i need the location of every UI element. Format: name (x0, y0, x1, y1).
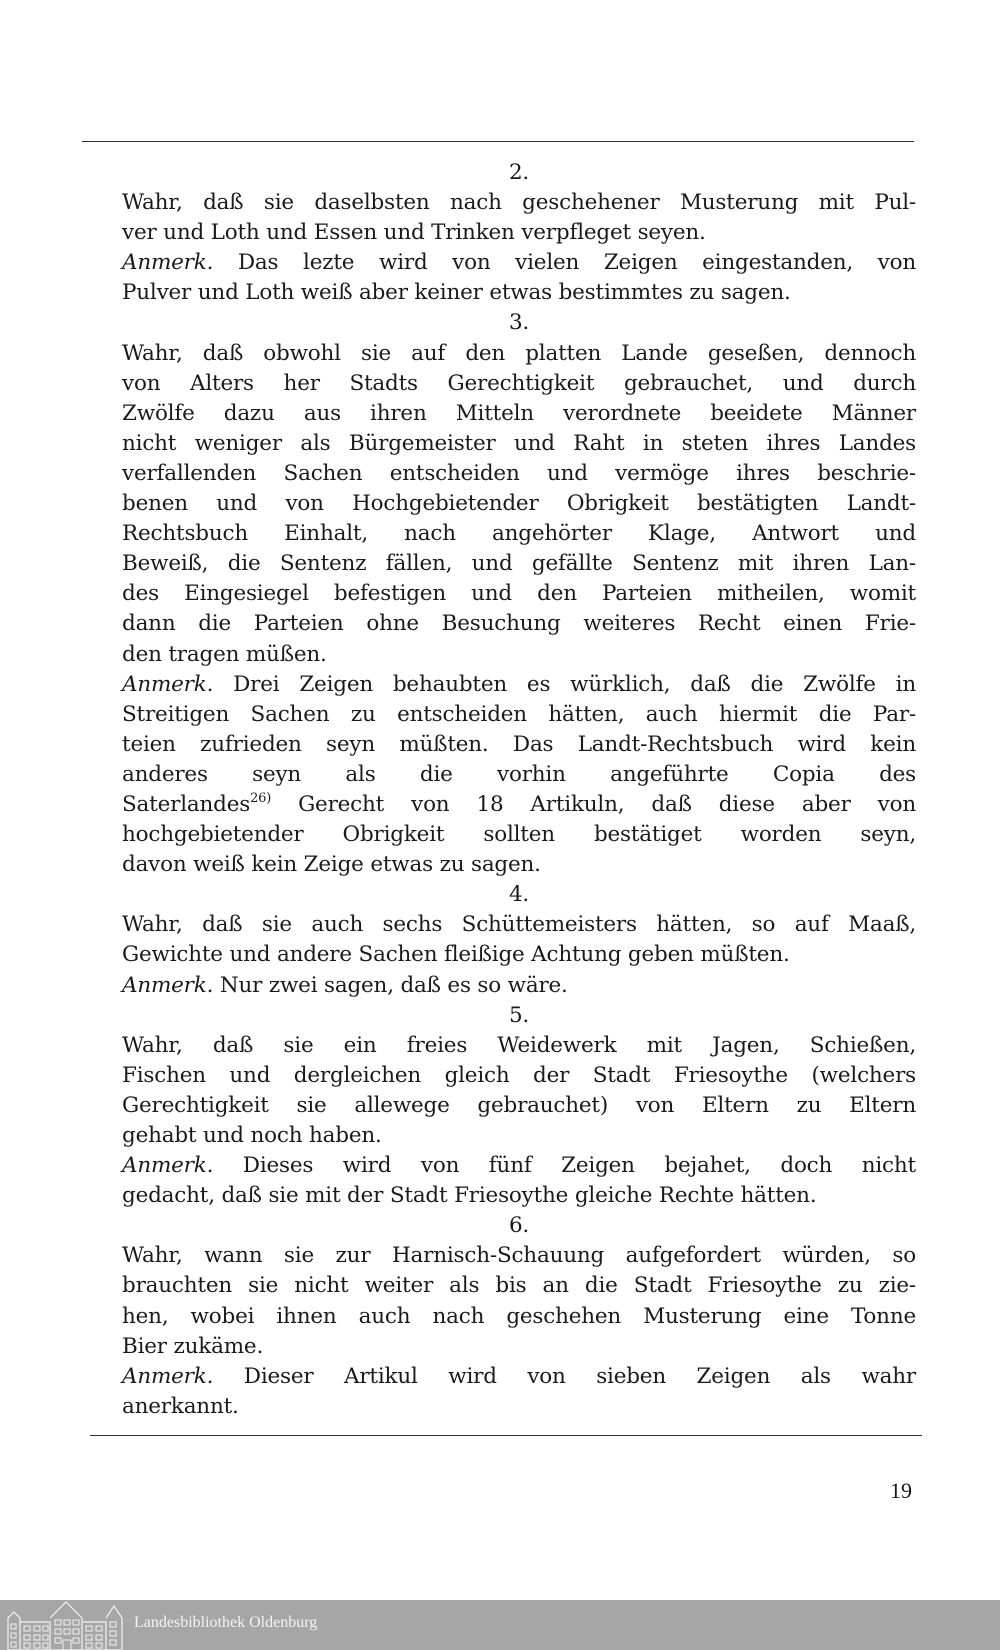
note-label: Anmerk. (122, 1153, 214, 1179)
note-line: davon weiß kein Zeige etwas zu sagen. (122, 852, 541, 878)
note-label: Anmerk. (122, 250, 214, 276)
text-line: verfallenden Sachen entscheiden und vermöge ihres beschrie- (122, 460, 916, 486)
note-line: Anmerk. Dieser Artikul wird von sieben Zeigen als wahr (122, 1363, 916, 1389)
note-line: gedacht, daß sie mit der Stadt Friesoythe gleiche Rechte hätten. (122, 1183, 817, 1209)
note-label: Anmerk. (122, 671, 214, 697)
article-4 (122, 880, 916, 1000)
note-line: Streitigen Sachen zu entscheiden hätten, auch hiermit die Par- (122, 701, 916, 727)
text-line: hen, wobei ihnen auch nach geschehen Musterung eine Tonne (122, 1303, 916, 1329)
note-line: hochgebietender Obrigkeit sollten bestätiget worden seyn, (122, 822, 916, 848)
library-footer-banner (0, 1600, 1000, 1650)
note-line: Pulver und Loth weiß aber keiner etwas bestimmtes zu sagen. (122, 280, 791, 306)
text-line: Rechtsbuch Einhalt, nach angehörter Klage, Antwort und (122, 521, 916, 547)
text-line: Wahr, daß sie auch sechs Schüttemeisters hätten, so auf Maaß, (122, 912, 916, 938)
text-line: Zwölfe dazu aus ihren Mitteln verordnete beeidete Männer (122, 400, 916, 426)
article-number: 6. (508, 1213, 530, 1239)
text-line: dann die Parteien ohne Besuchung weiteres Recht einen Frie- (122, 611, 916, 637)
text-line: Beweiß, die Sentenz fällen, und gefällte Sentenz mit ihren Lan- (122, 551, 916, 577)
note-line: anderes seyn als die vorhin angeführte Copia des (122, 761, 916, 787)
article-2 (122, 158, 916, 308)
text-line: des Eingesiegel befestigen und den Parteien mitheilen, womit (122, 581, 916, 607)
text-line: gehabt und noch haben. (122, 1123, 382, 1148)
text-line: Wahr, daß sie daselbsten nach geschehener Musterung mit Pul- (122, 190, 916, 216)
note-label: Anmerk. (122, 972, 214, 998)
text-line: den tragen müßen. (122, 641, 327, 667)
footnote-reference[interactable]: 26) (250, 790, 272, 806)
article-number: 4. (508, 882, 530, 908)
text-line: Fischen und dergleichen gleich der Stadt Friesoythe (welchers (122, 1062, 916, 1088)
note-line: anerkannt. (122, 1393, 239, 1419)
note-line: Anmerk. Nur zwei sagen, daß es so wäre. (122, 972, 568, 998)
note-label: Anmerk. (122, 1363, 214, 1389)
article-number: 5. (508, 1002, 530, 1028)
top-rule (82, 141, 914, 142)
library-name: Landesbibliothek Oldenburg (134, 1614, 318, 1631)
text-line: Gewichte und andere Sachen fleißige Achtung geben müßten. (122, 942, 790, 968)
article-number: 3. (508, 310, 530, 336)
article-6 (122, 1211, 916, 1422)
page-number: 19 (890, 1478, 912, 1503)
text-line: Wahr, daß sie ein freies Weidewerk mit Jagen, Schießen, (122, 1032, 916, 1058)
text-line: Wahr, daß obwohl sie auf den platten Lande geseßen, dennoch (122, 340, 916, 366)
note-line: Anmerk. Dieses wird von fünf Zeigen bejahet, doch nicht (122, 1153, 916, 1179)
article-5 (122, 1001, 916, 1212)
text-line: Gerechtigkeit sie allewege gebrauchet) von Eltern zu Eltern (122, 1092, 916, 1118)
note-line: Anmerk. Drei Zeigen behaubten es würklich, daß die Zwölfe in (122, 671, 916, 697)
bottom-rule (90, 1435, 922, 1436)
text-line: benen und von Hochgebietender Obrigkeit bestätigten Landt- (122, 491, 916, 517)
text-line: ver und Loth und Essen und Trinken verpfleget seyen. (122, 220, 706, 246)
page-body (122, 158, 916, 1422)
text-line: nicht weniger als Bürgemeister und Raht in steten ihres Landes (122, 430, 916, 456)
article-3 (122, 308, 916, 880)
library-building-icon (6, 1600, 124, 1650)
text-line: von Alters her Stadts Gerechtigkeit gebrauchet, und durch (122, 370, 916, 396)
text-line: Wahr, wann sie zur Harnisch-Schauung aufgefordert würden, so (122, 1243, 916, 1269)
text-line: Bier zukäme. (122, 1333, 264, 1359)
note-line: teien zufrieden seyn müßten. Das Landt-Rechtsbuch wird kein (122, 731, 916, 757)
note-line: Saterlandes$^{26)}$ Gerecht von 18 Artikuln, daß diese aber von (122, 790, 916, 817)
note-line: Anmerk. Das lezte wird von vielen Zeigen eingestanden, von (122, 250, 916, 276)
article-number: 2. (508, 160, 530, 185)
text-line: brauchten sie nicht weiter als bis an die Stadt Friesoythe zu zie- (122, 1273, 916, 1299)
